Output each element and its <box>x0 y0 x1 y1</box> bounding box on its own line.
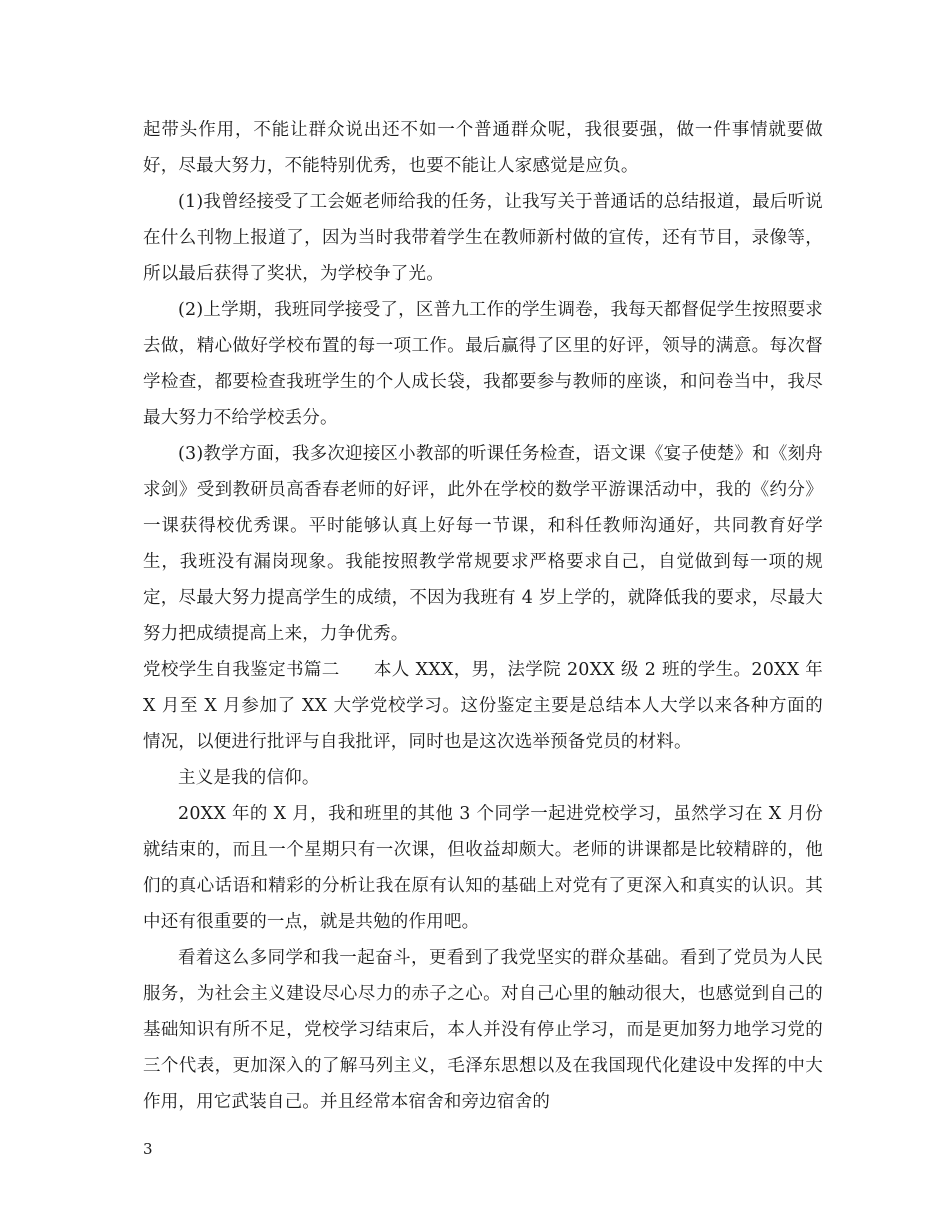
paragraph-item-3: (3)教学方面，我多次迎接区小教部的听课任务检查，语文课《宴子使楚》和《刻舟求剑》受到教研员高香春老师的好评，此外在学校的数学平游课活动中，我的《约分》一课获得校优秀课。平时能够认真上好每一节课，和科任教师沟通好，共同教育好学生，我班没有漏岗现象。我能按照教学常规要求严格要求自己，自觉做到每一项的规定，尽最大努力提高学生的成绩，不因为我班有 4 岁上学的，就降低我的要求，尽最大努力把成绩提高上来，力争优秀。 <box>143 444 823 644</box>
page-number: 3 <box>143 1140 153 1158</box>
section-heading: 党校学生自我鉴定书篇二 <box>143 660 340 680</box>
paragraph-continuation: 起带头作用，不能让群众说出还不如一个普通群众呢，我很要强，做一件事情就要做好，尽最大努力，不能特别优秀，也要不能让人家感觉是应负。 <box>143 120 823 176</box>
paragraph-party-school: 20XX 年的 X 月，我和班里的其他 3 个同学一起进党校学习，虽然学习在 X 月份就结束的，而且一个星期只有一次课，但收益却颇大。老师的讲课都是比较精辟的，他们的真心话语和精彩的分析让我在原有认知的基础上对党有了更深入和真实的认识。其中还有很重要的一点，就是共勉的作用吧。 <box>143 804 823 932</box>
section-heading-paragraph <box>143 652 823 760</box>
paragraph-item-1: (1)我曾经接受了工会姬老师给我的任务，让我写关于普通话的总结报道，最后听说在什么刊物上报道了，因为当时我带着学生在教师新村做的宣传，还有节目，录像等，所以最后获得了奖状，为学校争了光。 <box>143 192 823 284</box>
paragraph-item-2: (2)上学期，我班同学接受了，区普九工作的学生调卷，我每天都督促学生按照要求去做，精心做好学校布置的每一项工作。最后赢得了区里的好评，领导的满意。每次督学检查，都要检查我班学生的个人成长袋，我都要参与教师的座谈，和问卷当中，我尽最大努力不给学校丢分。 <box>143 300 823 428</box>
paragraph-belief: 主义是我的信仰。 <box>178 768 320 788</box>
section-intro-text: 本人 XXX，男，法学院 20XX 级 2 班的学生。20XX 年 X 月至 X 月参加了 XX 大学党校学习。这份鉴定主要是总结本人大学以来各种方面的情况，以便进行批评与自我批评，同时也是这次选举预备党员的材料。 <box>143 660 824 752</box>
document-body <box>143 112 823 1120</box>
paragraph-reflection: 看着这么多同学和我一起奋斗，更看到了我党坚实的群众基础。看到了党员为人民服务，为社会主义建设尽心尽力的赤子之心。对自己心里的触动很大，也感觉到自己的基础知识有所不足，党校学习结束后，本人并没有停止学习，而是更加努力地学习党的三个代表，更加深入的了解马列主义，毛泽东思想以及在我国现代化建设中发挥的中大作用，用它武装自己。并且经常本宿舍和旁边宿舍的 <box>143 948 823 1112</box>
